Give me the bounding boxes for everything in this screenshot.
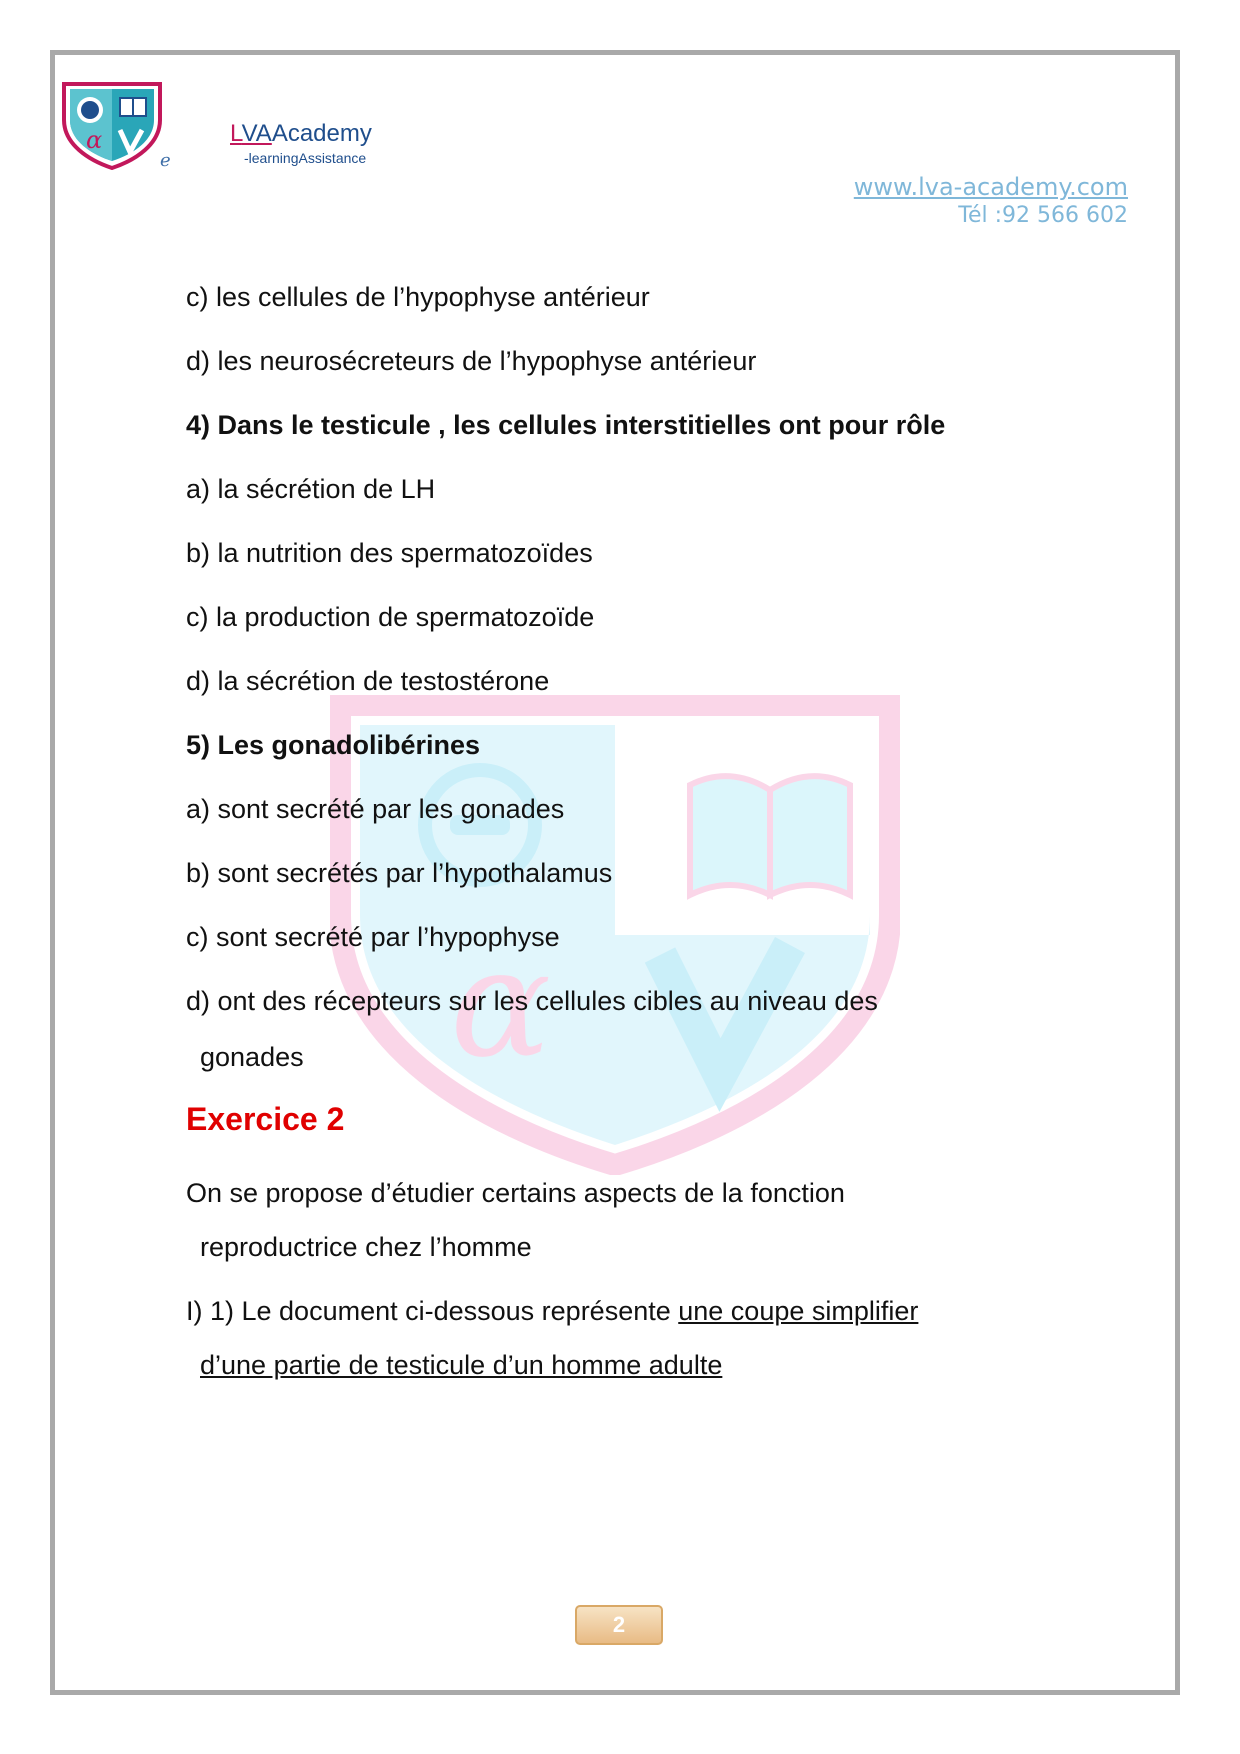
- q3-option-d: d) les neurosécreteurs de l’hypophyse antérieur: [186, 346, 757, 376]
- svg-text:α: α: [450, 917, 552, 1091]
- q4-option-b: b) la nutrition des spermatozoïdes: [186, 538, 593, 568]
- brand-lva-va: VA: [241, 120, 272, 147]
- q5-option-a: a) sont secrété par les gonades: [186, 794, 565, 824]
- academy-logo-icon: [58, 80, 166, 170]
- brand: [230, 120, 372, 166]
- part1-underlined-1: une coupe simplifier: [678, 1296, 919, 1326]
- intro-line1: On se propose d’étudier certains aspects de la fonction: [186, 1178, 845, 1208]
- part1-prefix: I) 1) Le document ci-dessous représente: [186, 1296, 679, 1326]
- intro-line2: reproductrice chez l’homme: [200, 1232, 532, 1262]
- q4-option-a: a) la sécrétion de LH: [186, 474, 436, 504]
- brand-lva: [230, 120, 272, 147]
- website-link[interactable]: www.lva-academy.com: [853, 173, 1128, 201]
- page-number: 2: [575, 1605, 663, 1645]
- q4-title: 4) Dans le testicule , les cellules interstitielles ont pour rôle: [186, 410, 946, 440]
- phone-number: Tél :92 566 602: [958, 203, 1128, 228]
- logo-letter: e: [160, 150, 171, 171]
- part1-line2: d’une partie de testicule d’un homme adulte: [200, 1350, 723, 1380]
- brand-lva-l: L: [230, 120, 242, 147]
- q4-option-c: c) la production de spermatozoïde: [186, 602, 595, 632]
- brand-subtitle: -learningAssistance: [244, 150, 367, 166]
- q5-title: 5) Les gonadolibérines: [186, 730, 481, 760]
- q5-option-b: b) sont secrétés par l’hypothalamus: [186, 858, 613, 888]
- contact-info: [854, 172, 1128, 230]
- q5-option-c: c) sont secrété par l’hypophyse: [186, 922, 560, 952]
- q5-option-d-line1: d) ont des récepteurs sur les cellules cibles au niveau des: [186, 986, 878, 1016]
- exercise-title: Exercice 2: [186, 1101, 345, 1137]
- part1-line1: [186, 1294, 918, 1328]
- q3-option-c: c) les cellules de l’hypophyse antérieur: [186, 282, 650, 312]
- q4-option-d: d) la sécrétion de testostérone: [186, 666, 550, 696]
- svg-text:α: α: [86, 126, 103, 154]
- q5-option-d-line2: gonades: [200, 1042, 304, 1072]
- brand-name: [230, 120, 372, 148]
- brand-academy: Academy: [271, 120, 372, 147]
